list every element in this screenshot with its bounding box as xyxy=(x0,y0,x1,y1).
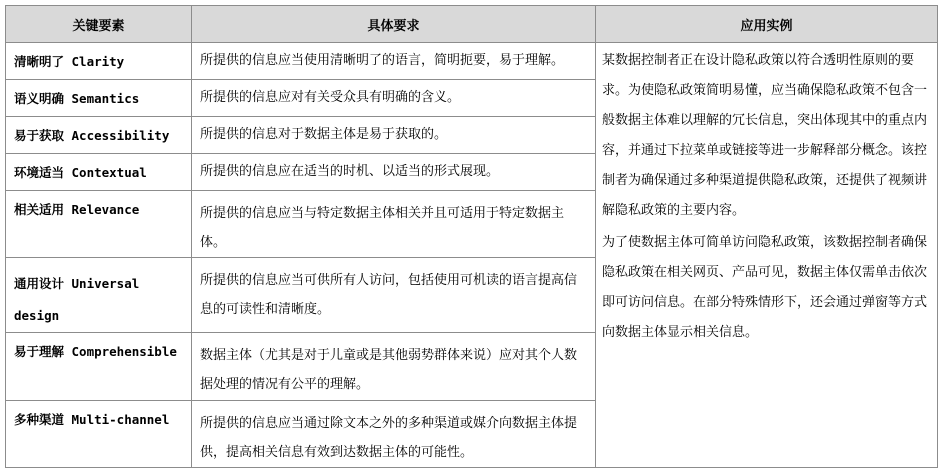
key-element-cell: 语义明确 Semantics xyxy=(6,80,192,117)
transparency-principles-table xyxy=(5,5,938,468)
table-row xyxy=(6,43,938,80)
requirement-cell: 所提供的信息应当使用清晰明了的语言，简明扼要，易于理解。 xyxy=(192,43,596,80)
key-element-cell: 易于理解 Comprehensible xyxy=(6,333,192,401)
key-element-cell: 通用设计 Universal design xyxy=(6,258,192,333)
header-key: 关键要素 xyxy=(6,6,192,43)
key-element-cell: 易于获取 Accessibility xyxy=(6,117,192,154)
key-element-cell: 相关适用 Relevance xyxy=(6,191,192,258)
requirement-cell: 数据主体（尤其是对于儿童或是其他弱势群体来说）应对其个人数据处理的情况有公平的理解。 xyxy=(192,333,596,401)
key-element-cell: 多种渠道 Multi-channel xyxy=(6,401,192,468)
key-element-cell: 清晰明了 Clarity xyxy=(6,43,192,80)
requirement-cell: 所提供的信息对于数据主体是易于获取的。 xyxy=(192,117,596,154)
requirement-cell: 所提供的信息应在适当的时机、以适当的形式展现。 xyxy=(192,154,596,191)
header-requirement: 具体要求 xyxy=(192,6,596,43)
requirement-cell: 所提供的信息应对有关受众具有明确的含义。 xyxy=(192,80,596,117)
requirement-cell: 所提供的信息应当可供所有人访问，包括使用可机读的语言提高信息的可读性和清晰度。 xyxy=(192,258,596,333)
example-paragraph-1: 某数据控制者正在设计隐私政策以符合透明性原则的要求。为使隐私政策简明易懂，应当确保隐私政策不包含一般数据主体难以理解的冗长信息，突出体现其中的重点内容，并通过下拉菜单或链接等进一步解释部分概念。该控制者为确保通过多种渠道提供隐私政策，还提供了视频讲解隐私政策的主要内容。 xyxy=(602,53,928,218)
header-example: 应用实例 xyxy=(596,6,938,43)
header-row xyxy=(6,6,938,43)
key-element-cell: 环境适当 Contextual xyxy=(6,154,192,191)
requirement-cell: 所提供的信息应当通过除文本之外的多种渠道或媒介向数据主体提供，提高相关信息有效到达数据主体的可能性。 xyxy=(192,401,596,468)
example-paragraph-2: 为了使数据主体可简单访问隐私政策，该数据控制者确保隐私政策在相关网页、产品可见，数据主体仅需单击依次即可访问信息。在部分特殊情形下，还会通过弹窗等方式向数据主体显示相关信息。 xyxy=(602,235,928,340)
example-cell xyxy=(596,43,938,468)
requirement-cell: 所提供的信息应当与特定数据主体相关并且可适用于特定数据主体。 xyxy=(192,191,596,258)
